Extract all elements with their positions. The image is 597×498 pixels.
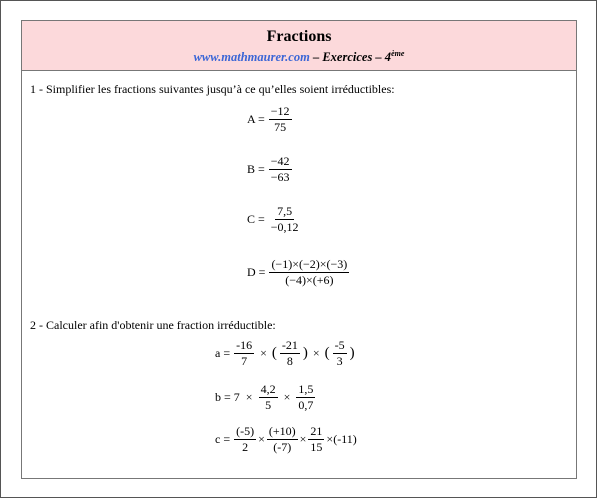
fraction-d xyxy=(247,258,351,287)
fraction-c xyxy=(247,205,303,234)
site-link[interactable]: www.mathmaurer.com xyxy=(193,50,310,65)
expression-c-label: c = xyxy=(215,432,231,446)
expression-a-fraction-1 xyxy=(234,339,254,368)
grade-superscript: ème xyxy=(391,49,405,58)
fraction-b xyxy=(247,155,294,184)
numerator: −42 xyxy=(270,154,290,168)
denominator: 75 xyxy=(274,120,287,134)
open-paren: ( xyxy=(324,345,330,361)
numerator: -5 xyxy=(334,338,345,352)
denominator: −0,12 xyxy=(270,220,299,234)
question-1-prompt: 1 - Simplifier les fractions suivantes jusqu’à ce qu’elles soient irréductibles: xyxy=(30,82,395,96)
expression-b xyxy=(215,383,317,412)
fraction-a xyxy=(247,105,294,134)
denominator: 7 xyxy=(241,354,248,368)
times-operator: × xyxy=(258,432,265,446)
denominator: (-7) xyxy=(273,440,292,454)
numerator: (-5) xyxy=(236,424,255,438)
expression-b-label: b = 7 xyxy=(215,390,240,404)
fraction-b-label: B = xyxy=(247,162,265,176)
fraction-d-value xyxy=(269,258,349,287)
times-operator: × xyxy=(260,346,267,360)
open-paren: ( xyxy=(271,345,277,361)
expression-b-fraction-1 xyxy=(259,383,278,412)
fraction-a-label: A = xyxy=(247,112,265,126)
denominator: 15 xyxy=(310,440,323,454)
worksheet-header xyxy=(22,21,576,71)
fraction-b-value xyxy=(269,155,292,184)
expression-c xyxy=(215,425,357,454)
expression-c-fraction-3 xyxy=(308,425,324,454)
fraction-d-label: D = xyxy=(247,265,266,279)
expression-c-fraction-2 xyxy=(267,425,298,454)
denominator: (−4)×(+6) xyxy=(285,273,334,287)
fraction-c-label: C = xyxy=(247,212,265,226)
expression-a-fraction-2 xyxy=(280,339,300,368)
expression-c-tail: (-11) xyxy=(333,432,357,446)
times-operator: × xyxy=(283,390,291,404)
denominator: 2 xyxy=(242,440,249,454)
numerator: −12 xyxy=(270,104,290,118)
times-operator: × xyxy=(245,390,253,404)
times-operator: × xyxy=(299,432,307,446)
numerator: (+10) xyxy=(268,424,296,438)
expression-a xyxy=(215,339,356,368)
close-paren: ) xyxy=(302,345,308,361)
fraction-c-value xyxy=(269,205,301,234)
expression-a-label: a = xyxy=(215,346,231,360)
denominator: 0,7 xyxy=(298,398,314,412)
times-operator: × xyxy=(312,346,320,360)
times-operator: × xyxy=(326,432,334,446)
numerator: 21 xyxy=(310,424,323,438)
denominator: −63 xyxy=(270,170,290,184)
expression-c-fraction-1 xyxy=(234,425,256,454)
expression-b-fraction-2 xyxy=(296,383,315,412)
subtitle-text: – Exercices – 4 xyxy=(309,50,392,65)
page-title: Fractions xyxy=(266,28,332,45)
numerator: 1,5 xyxy=(298,382,314,396)
denominator: 8 xyxy=(286,354,293,368)
numerator: -21 xyxy=(281,338,298,352)
close-paren: ) xyxy=(349,345,355,361)
numerator: 7,5 xyxy=(277,204,293,218)
numerator: (−1)×(−2)×(−3) xyxy=(271,257,348,271)
fraction-a-value xyxy=(269,105,292,134)
expression-a-fraction-3 xyxy=(333,339,347,368)
subtitle xyxy=(22,46,576,65)
numerator: 4,2 xyxy=(260,382,276,396)
worksheet xyxy=(21,20,577,479)
denominator: 5 xyxy=(265,398,272,412)
numerator: -16 xyxy=(236,338,253,352)
denominator: 3 xyxy=(336,354,343,368)
question-2-prompt: 2 - Calculer afin d'obtenir une fraction irréductible: xyxy=(30,318,276,332)
